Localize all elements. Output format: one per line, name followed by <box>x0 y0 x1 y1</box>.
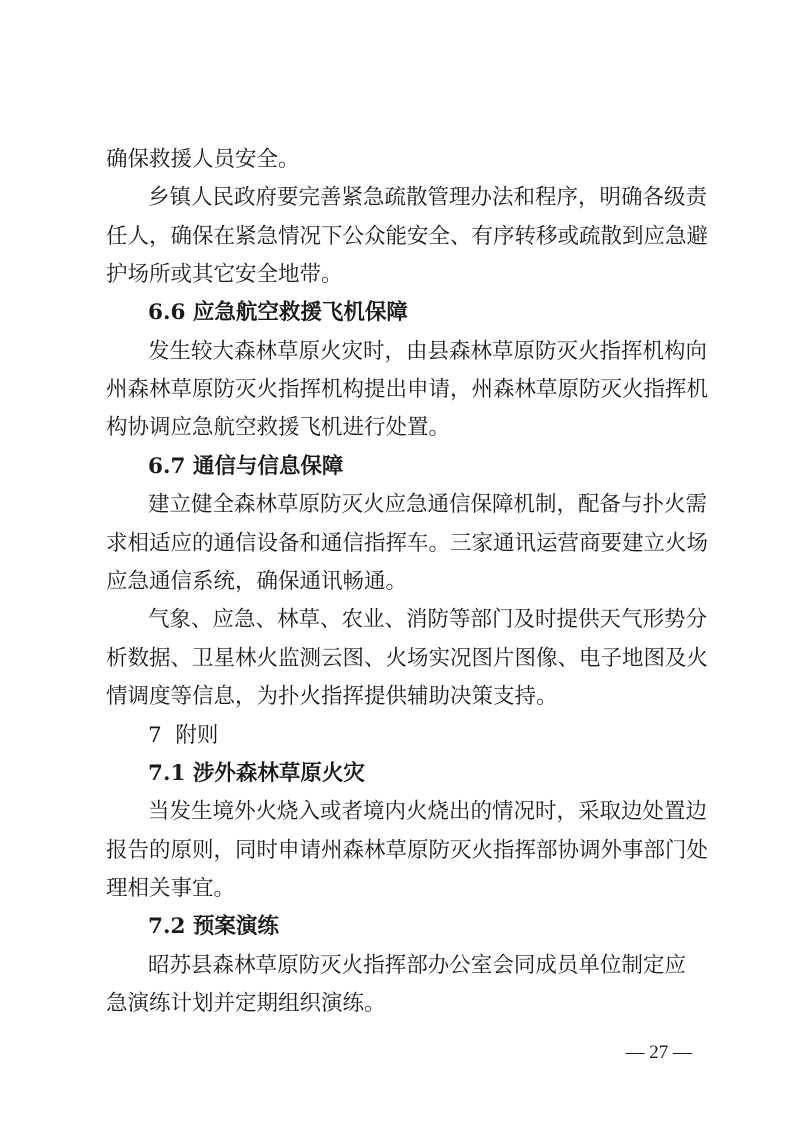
paragraph-line: 当发生境外火烧入或者境内火烧出的情况时，采取边处置边 <box>148 799 708 824</box>
paragraph-line: 护场所或其它安全地带。 <box>106 262 343 287</box>
section-heading-7-2: 7.2 预案演练 <box>148 914 279 939</box>
paragraph-line: 求相适应的通信设备和通信指挥车。三家通讯运营商要建立火场 <box>106 531 709 556</box>
paragraph-line: 任人，确保在紧急情况下公众能安全、有序转移或疏散到应急避 <box>106 224 709 249</box>
paragraph-line: 发生较大森林草原火灾时，由县森林草原防灭火指挥机构向 <box>148 339 708 364</box>
paragraph-line: 急演练计划并定期组织演练。 <box>106 991 386 1016</box>
paragraph-line: 州森林草原防灭火指挥机构提出申请，州森林草原防灭火指挥机 <box>106 377 709 402</box>
paragraph-line: 理相关事宜。 <box>106 876 236 901</box>
page-number: — 27 — <box>625 1042 692 1063</box>
paragraph-line: 应急通信系统，确保通讯畅通。 <box>106 569 408 594</box>
chapter-heading-7: 7 附则 <box>148 723 219 748</box>
paragraph-line: 报告的原则，同时申请州森林草原防灭火指挥部协调外事部门处 <box>106 838 709 863</box>
paragraph-line: 确保救援人员安全。 <box>106 147 300 172</box>
paragraph-line: 构协调应急航空救援飞机进行处置。 <box>106 415 451 440</box>
paragraph-line: 昭苏县森林草原防灭火指挥部办公室会同成员单位制定应 <box>148 953 686 978</box>
paragraph-line: 析数据、卫星林火监测云图、火场实况图片图像、电子地图及火 <box>106 646 709 671</box>
paragraph-line: 情调度等信息，为扑火指挥提供辅助决策支持。 <box>106 684 558 709</box>
section-heading-7-1: 7.1 涉外森林草原火灾 <box>148 761 365 786</box>
paragraph-line: 乡镇人民政府要完善紧急疏散管理办法和程序，明确各级责 <box>148 185 708 210</box>
paragraph-line: 建立健全森林草原防灭火应急通信保障机制，配备与扑火需 <box>148 492 708 517</box>
section-heading-6-7: 6.7 通信与信息保障 <box>148 454 344 479</box>
section-heading-6-6: 6.6 应急航空救援飞机保障 <box>148 300 408 325</box>
paragraph-line: 气象、应急、林草、农业、消防等部门及时提供天气形势分 <box>148 607 708 632</box>
